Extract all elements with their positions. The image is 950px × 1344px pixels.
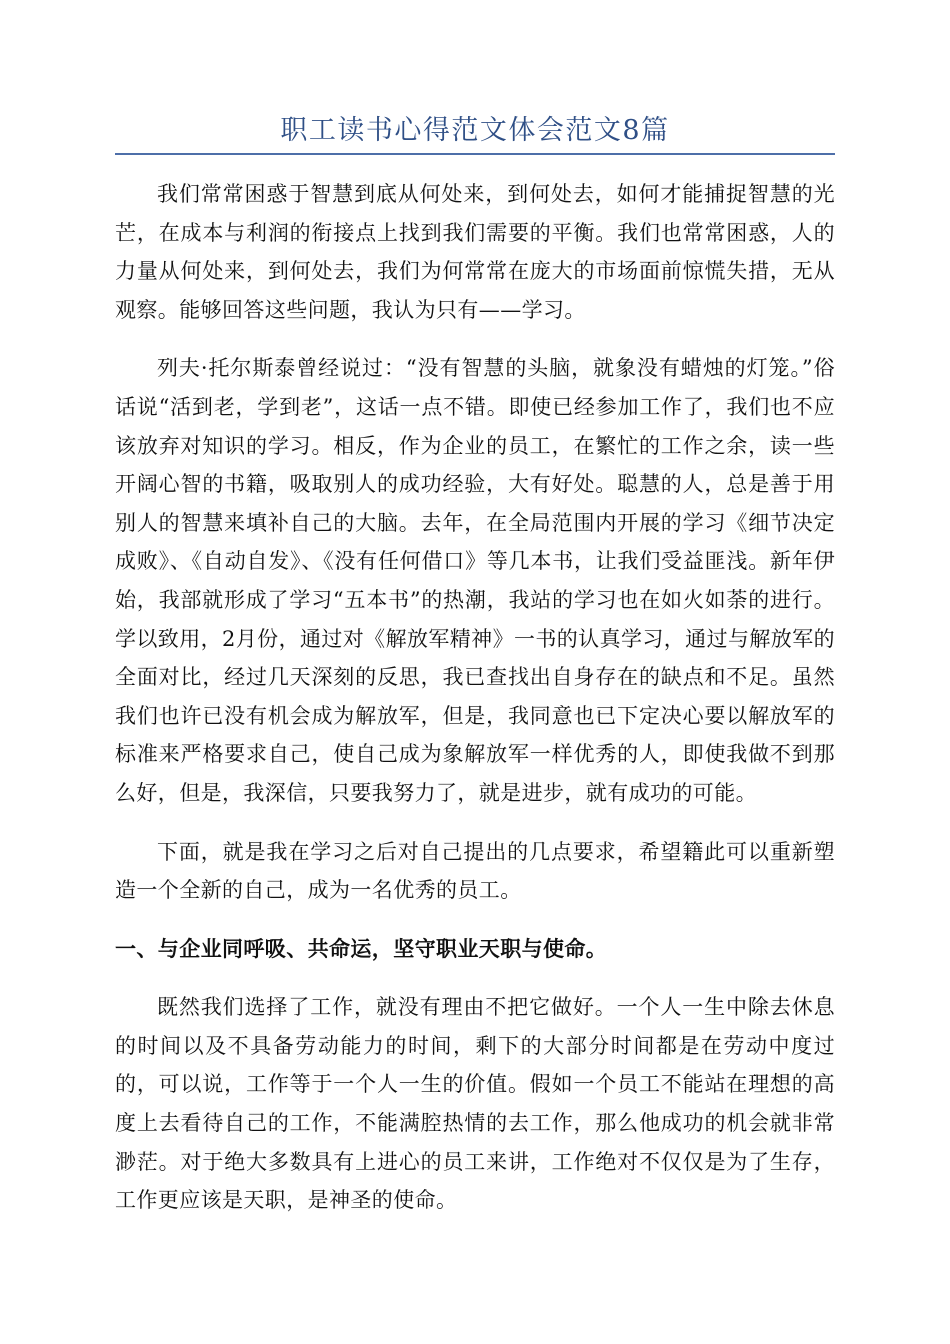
paragraph-3: 下面，就是我在学习之后对自己提出的几点要求，希望籍此可以重新塑造一个全新的自己，成为一名优秀的员工。 xyxy=(115,839,835,903)
section-heading-1: 一、与企业同呼吸、共命运，坚守职业天职与使命。 xyxy=(115,935,608,961)
paragraph-1: 我们常常困惑于智慧到底从何处来，到何处去，如何才能捕捉智慧的光芒，在成本与利润的衔接点上找到我们需要的平衡。我们也常常困惑，人的力量从何处来，到何处去，我们为何常常在庞大的市场面前惊慌失措，无从观察。能够回答这些问题，我认为只有——学习。 xyxy=(115,182,835,322)
paragraph-2: 列夫·托尔斯泰曾经说过：“没有智慧的头脑，就象没有蜡烛的灯笼。”俗话说“活到老，学到老”，这话一点不错。即使已经参加工作了，我们也不应该放弃对知识的学习。相反，作为企业的员工，在繁忙的工作之余，读一些开阔心智的书籍，吸取别人的成功经验，大有好处。聪慧的人，总是善于用别人的智慧来填补自己的大脑。去年，在全局范围内开展的学习《细节决定成败》、《自动自发》、《没有任何借口》等几本书，让我们受益匪浅。新年伊始，我部就形成了学习“五本书”的热潮，我站的学习也在如火如荼的进行。学以致用，2月份，通过对《解放军精神》一书的认真学习，通过与解放军的全面对比，经过几天深刻的反思，我已查找出自身存在的缺点和不足。虽然我们也许已没有机会成为解放军，但是，我同意也已下定决心要以解放军的标准来严格要求自己，使自己成为象解放军一样优秀的人，即使我做不到那么好，但是，我深信，只要我努力了，就是进步，就有成功的可能。 xyxy=(115,356,835,805)
title-underline xyxy=(115,153,835,155)
section-1-paragraph: 既然我们选择了工作，就没有理由不把它做好。一个人一生中除去休息的时间以及不具备劳动能力的时间，剩下的大部分时间都是在劳动中度过的，可以说，工作等于一个人一生的价值。假如一个员工不能站在理想的高度上去看待自己的工作，不能满腔热情的去工作，那么他成功的机会就非常渺茫。对于绝大多数具有上进心的员工来讲，工作绝对不仅仅是为了生存，工作更应该是天职，是神圣的使命。 xyxy=(115,995,835,1213)
document-title: 职工读书心得范文体会范文8篇 xyxy=(280,115,670,146)
document-body xyxy=(115,175,835,1240)
